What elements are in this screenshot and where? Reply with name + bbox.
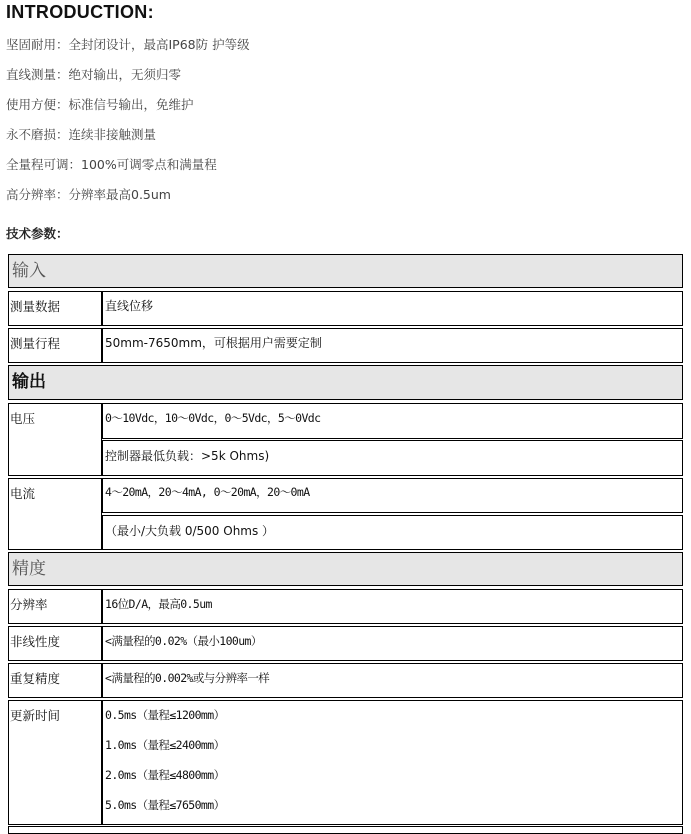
intro-line: 坚固耐用：全封闭设计，最高IP68防 护等级 [6,37,250,52]
intro-line: 直线测量：绝对输出，无须归零 [6,67,182,82]
intro-line: 使用方便：标准信号输出，免维护 [6,97,194,112]
section-header-output [8,365,683,400]
spec-label-text: 非线性度 [10,634,61,649]
spec-value [102,403,683,439]
section-header-input [8,254,683,288]
intro-line: 永不磨损：连续非接触测量 [6,127,157,142]
spec-label-text: 电流 [10,486,36,501]
spec-value-text: 2.0ms（量程≤4800mm） [105,768,225,782]
section-title: 精度 [12,559,46,579]
spec-value [102,700,683,825]
spec-value-text: 0.5ms（量程≤1200mm） [105,708,225,722]
spec-label-text: 分辨率 [10,597,48,612]
page-title: INTRODUCTION: [6,2,154,22]
section-title: 输出 [12,372,46,392]
table-row-partial [8,826,683,834]
intro-line: 全量程可调：100%可调零点和满量程 [6,157,217,172]
spec-label [8,700,102,825]
spec-label [8,663,102,698]
spec-label [8,403,102,476]
spec-label [8,589,102,624]
spec-value-text: 1.0ms（量程≤2400mm） [105,738,225,752]
section-header-precision [8,552,683,586]
spec-value-text: 控制器最低负载：>5k Ohms) [105,449,270,463]
spec-label-text: 测量数据 [10,299,61,314]
spec-value-text: <满量程的0.02%（最小100um） [105,634,262,648]
spec-value [102,291,683,326]
spec-value-text: 直线位移 [105,299,154,313]
spec-value [102,515,683,550]
spec-label [8,328,102,363]
spec-value-text: 16位D/A，最高0.5um [105,597,212,611]
spec-value-text: 50mm-7650mm，可根据用户需要定制 [105,336,322,350]
spec-label-text: 更新时间 [10,708,61,723]
spec-value [102,440,683,476]
spec-value-text: 5.0ms（量程≤7650mm） [105,798,225,812]
spec-value [102,328,683,363]
spec-value-text: 4～20mA，20～4mA, 0～20mA，20～0mA [105,485,310,499]
spec-label-text: 电压 [10,411,36,426]
spec-value [102,626,683,661]
spec-value-text: （最小/大负载 0/500 Ohms ） [105,524,275,538]
spec-value-text: 0～10Vdc，10～0Vdc，0～5Vdc，5～0Vdc [105,411,321,425]
section-title: 输入 [12,261,46,281]
intro-line: 高分辨率：分辨率最高0.5um [6,187,171,202]
specs-heading: 技术参数： [6,226,69,241]
spec-label [8,626,102,661]
spec-label-text: 测量行程 [10,336,61,351]
spec-value [102,478,683,513]
spec-value [102,589,683,624]
spec-label-text: 重复精度 [10,671,61,686]
spec-label [8,291,102,326]
spec-value-text: <满量程的0.002%或与分辨率一样 [105,671,270,685]
spec-label [8,478,102,550]
spec-value [102,663,683,698]
